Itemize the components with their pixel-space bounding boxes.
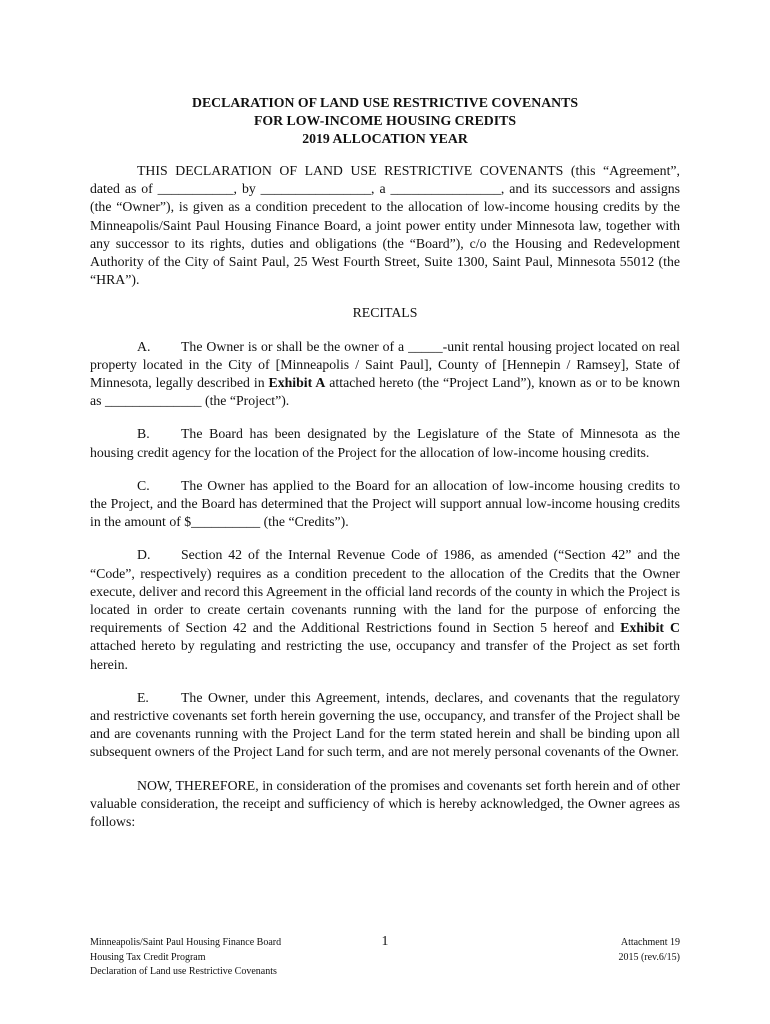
recital-d bbox=[90, 546, 680, 673]
recital-text: The Owner is or shall be the owner of a _____-unit rental housing project located on real property located in the City of [Minneapolis / Saint Paul], County of [Hennepin / Ramsey], State of Minnesota, legally described in bbox=[90, 338, 680, 391]
footer-program: Housing Tax Credit Program bbox=[90, 951, 206, 963]
page-number: 1 bbox=[381, 933, 389, 948]
recital-a bbox=[90, 338, 680, 411]
document-title bbox=[90, 94, 680, 148]
recital-text: attached hereto (the “Project Land”), known as or to be known as ______________ (the “Project”). bbox=[90, 375, 680, 409]
footer-revision: 2015 (rev.6/15) bbox=[618, 951, 680, 963]
footer-right bbox=[618, 936, 680, 965]
closing-paragraph: NOW, THEREFORE, in consideration of the promises and covenants set forth herein and of other valuable consideration, the receipt and sufficiency of which is hereby acknowledged, the Owner agrees as follows: bbox=[90, 777, 680, 830]
footer-left bbox=[90, 936, 281, 980]
title-line-3: 2019 ALLOCATION YEAR bbox=[302, 131, 468, 146]
title-line-1: DECLARATION OF LAND USE RESTRICTIVE COVENANTS bbox=[192, 95, 578, 110]
intro-paragraph: THIS DECLARATION OF LAND USE RESTRICTIVE COVENANTS (this “Agreement”, dated as of ___________, by ________________, a ________________, and its successors and assigns (the “Owner”), is given as a condition precedent to the allocation of low-income housing credits by the Minneapolis/Saint Paul Housing Finance Board, a joint power entity under Minnesota law, together with any successor to its rights, duties and obligations (the “Board”), c/o the Housing and Redevelopment Authority of the City of Saint Paul, 25 West Fourth Street, Suite 1300, Saint Paul, Minnesota 55012 (the “HRA”). bbox=[90, 163, 680, 288]
recitals-heading: RECITALS bbox=[352, 305, 418, 321]
recital-b bbox=[90, 425, 680, 461]
recital-letter: D. bbox=[137, 547, 151, 563]
recital-text: The Board has been designated by the Legislature of the State of Minnesota as the housing credit agency for the location of the Project for the allocation of low-income housing credits. bbox=[90, 426, 680, 460]
recital-c bbox=[90, 477, 680, 532]
title-line-2: FOR LOW-INCOME HOUSING CREDITS bbox=[253, 113, 517, 128]
recital-text: The Owner has applied to the Board for an allocation of low-income housing credits to the Project, and the Board has determined that the Project will support annual low-income housing credits in the amount of $__________ (the “Credits”). bbox=[90, 477, 680, 530]
footer-attachment: Attachment 19 bbox=[620, 937, 680, 948]
recital-letter: E. bbox=[137, 689, 149, 705]
recital-text: Section 42 of the Internal Revenue Code of 1986, as amended (“Section 42” and the “Code”, respectively) requires as a condition precedent to the allocation of the Credits that the Owner execute, deliver and record this Agreement in the official land records of the county in which the Project is located in order to create certain covenants running with the land for the purpose of enforcing the requirements of Section 42 and the Additional Restrictions found in Section 5 hereof and bbox=[90, 547, 680, 636]
document-body bbox=[90, 162, 680, 846]
exhibit-a-reference: Exhibit A bbox=[268, 375, 326, 391]
recital-letter: C. bbox=[137, 477, 150, 493]
footer-doc-name: Declaration of Land use Restrictive Covenants bbox=[90, 966, 277, 977]
exhibit-c-reference: Exhibit C bbox=[620, 620, 680, 636]
recital-letter: B. bbox=[137, 426, 150, 442]
recital-e bbox=[90, 689, 680, 762]
recital-text: attached hereto by regulating and restricting the use, occupancy and transfer of the Project as set forth herein. bbox=[90, 638, 680, 672]
recital-letter: A. bbox=[137, 338, 151, 354]
footer-org: Minneapolis/Saint Paul Housing Finance Board bbox=[90, 937, 282, 948]
recital-text: The Owner, under this Agreement, intends, declares, and covenants that the regulatory and restrictive covenants set forth herein governing the use, occupancy, and transfer of the Project shall be and are covenants running with the Project Land for the term stated herein and shall be binding upon all subsequent owners of the Project Land for such term, and are not merely personal covenants of the Owner. bbox=[90, 689, 680, 760]
